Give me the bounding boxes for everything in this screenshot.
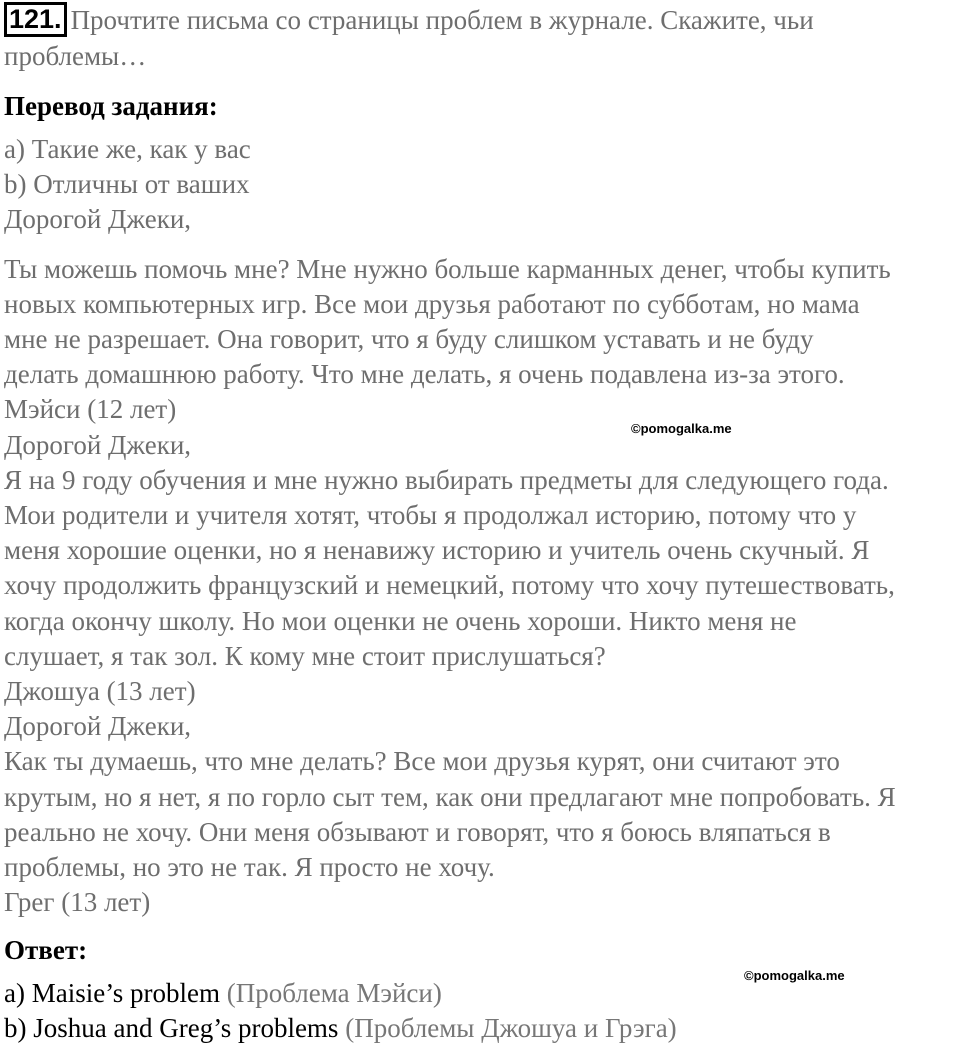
letter3-line: Как ты думаешь, что мне делать? Все мои друзья курят, они считают это bbox=[4, 746, 840, 777]
letter2-line: когда окончу школу. Но мои оценки не очень хороши. Никто меня не bbox=[4, 605, 797, 636]
letter1-body bbox=[4, 252, 958, 428]
letter3-line: крутым, но я нет, я по горло сыт тем, как они предлагают мне попробовать. Я bbox=[4, 781, 896, 812]
option-b: b) Отличны от ваших bbox=[4, 169, 250, 200]
letter3 bbox=[4, 709, 958, 920]
letter2-line: меня хорошие оценки, но я ненавижу историю и учитель очень скучный. Я bbox=[4, 535, 870, 566]
answer-a-russian: (Проблема Мэйси) bbox=[226, 978, 442, 1009]
letter1-line: делать домашнюю работу. Что мне делать, я очень подавлена из-за этого. bbox=[4, 359, 845, 390]
answer-b-english: b) Joshua and Greg’s problems bbox=[4, 1013, 339, 1044]
watermark-bottom: ©pomogalka.me bbox=[744, 968, 845, 983]
letter2-signature: Джошуа (13 лет) bbox=[4, 676, 196, 707]
translation-heading: Перевод задания: bbox=[4, 91, 218, 121]
task-number: 121. bbox=[4, 2, 67, 37]
letter1-line: новых компьютерных игр. Все мои друзья работают по субботам, но мама bbox=[4, 288, 860, 319]
answer-heading: Ответ: bbox=[4, 935, 88, 966]
letter3-signature: Грег (13 лет) bbox=[4, 887, 151, 918]
letter1-greeting: Дорогой Джеки, bbox=[4, 204, 192, 235]
letter1-line: Ты можешь помочь мне? Мне нужно больше карманных денег, чтобы купить bbox=[4, 253, 891, 284]
task-text-line2: проблемы… bbox=[4, 41, 147, 71]
task-text-line1: Прочтите письма со страницы проблем в журнале. Скажите, чьи bbox=[70, 5, 814, 35]
letter3-line: проблемы, но это не так. Я просто не хочу. bbox=[4, 852, 495, 883]
letter2-line: Мои родители и учителя хотят, чтобы я продолжал историю, потому что у bbox=[4, 500, 857, 531]
letter1-signature: Мэйси (12 лет) bbox=[4, 394, 177, 425]
letter3-line: реально не хочу. Они меня обзывают и говорят, что я боюсь вляпаться в bbox=[4, 816, 831, 847]
task-statement bbox=[4, 2, 958, 74]
watermark-top: ©pomogalka.me bbox=[631, 421, 732, 436]
answer-b-russian: (Проблемы Джошуа и Грэга) bbox=[345, 1013, 677, 1044]
document-page bbox=[4, 0, 958, 1046]
letter2 bbox=[4, 428, 958, 710]
letter3-greeting: Дорогой Джеки, bbox=[4, 711, 192, 742]
option-a: a) Такие же, как у вас bbox=[4, 134, 251, 164]
letter2-line: хочу продолжить французский и немецкий, потому что хочу путешествовать, bbox=[4, 570, 895, 601]
answer-a-english: a) Maisie’s problem bbox=[4, 978, 220, 1009]
letter1-line: мне не разрешает. Она говорит, что я буду слишком уставать и не буду bbox=[4, 324, 814, 355]
letter2-greeting: Дорогой Джеки, bbox=[4, 429, 192, 460]
answer-b bbox=[4, 1011, 958, 1046]
letter2-line: Я на 9 году обучения и мне нужно выбирать предметы для следующего года. bbox=[4, 464, 889, 495]
letter2-line: слушает, я так зол. К кому мне стоит прислушаться? bbox=[4, 640, 606, 671]
